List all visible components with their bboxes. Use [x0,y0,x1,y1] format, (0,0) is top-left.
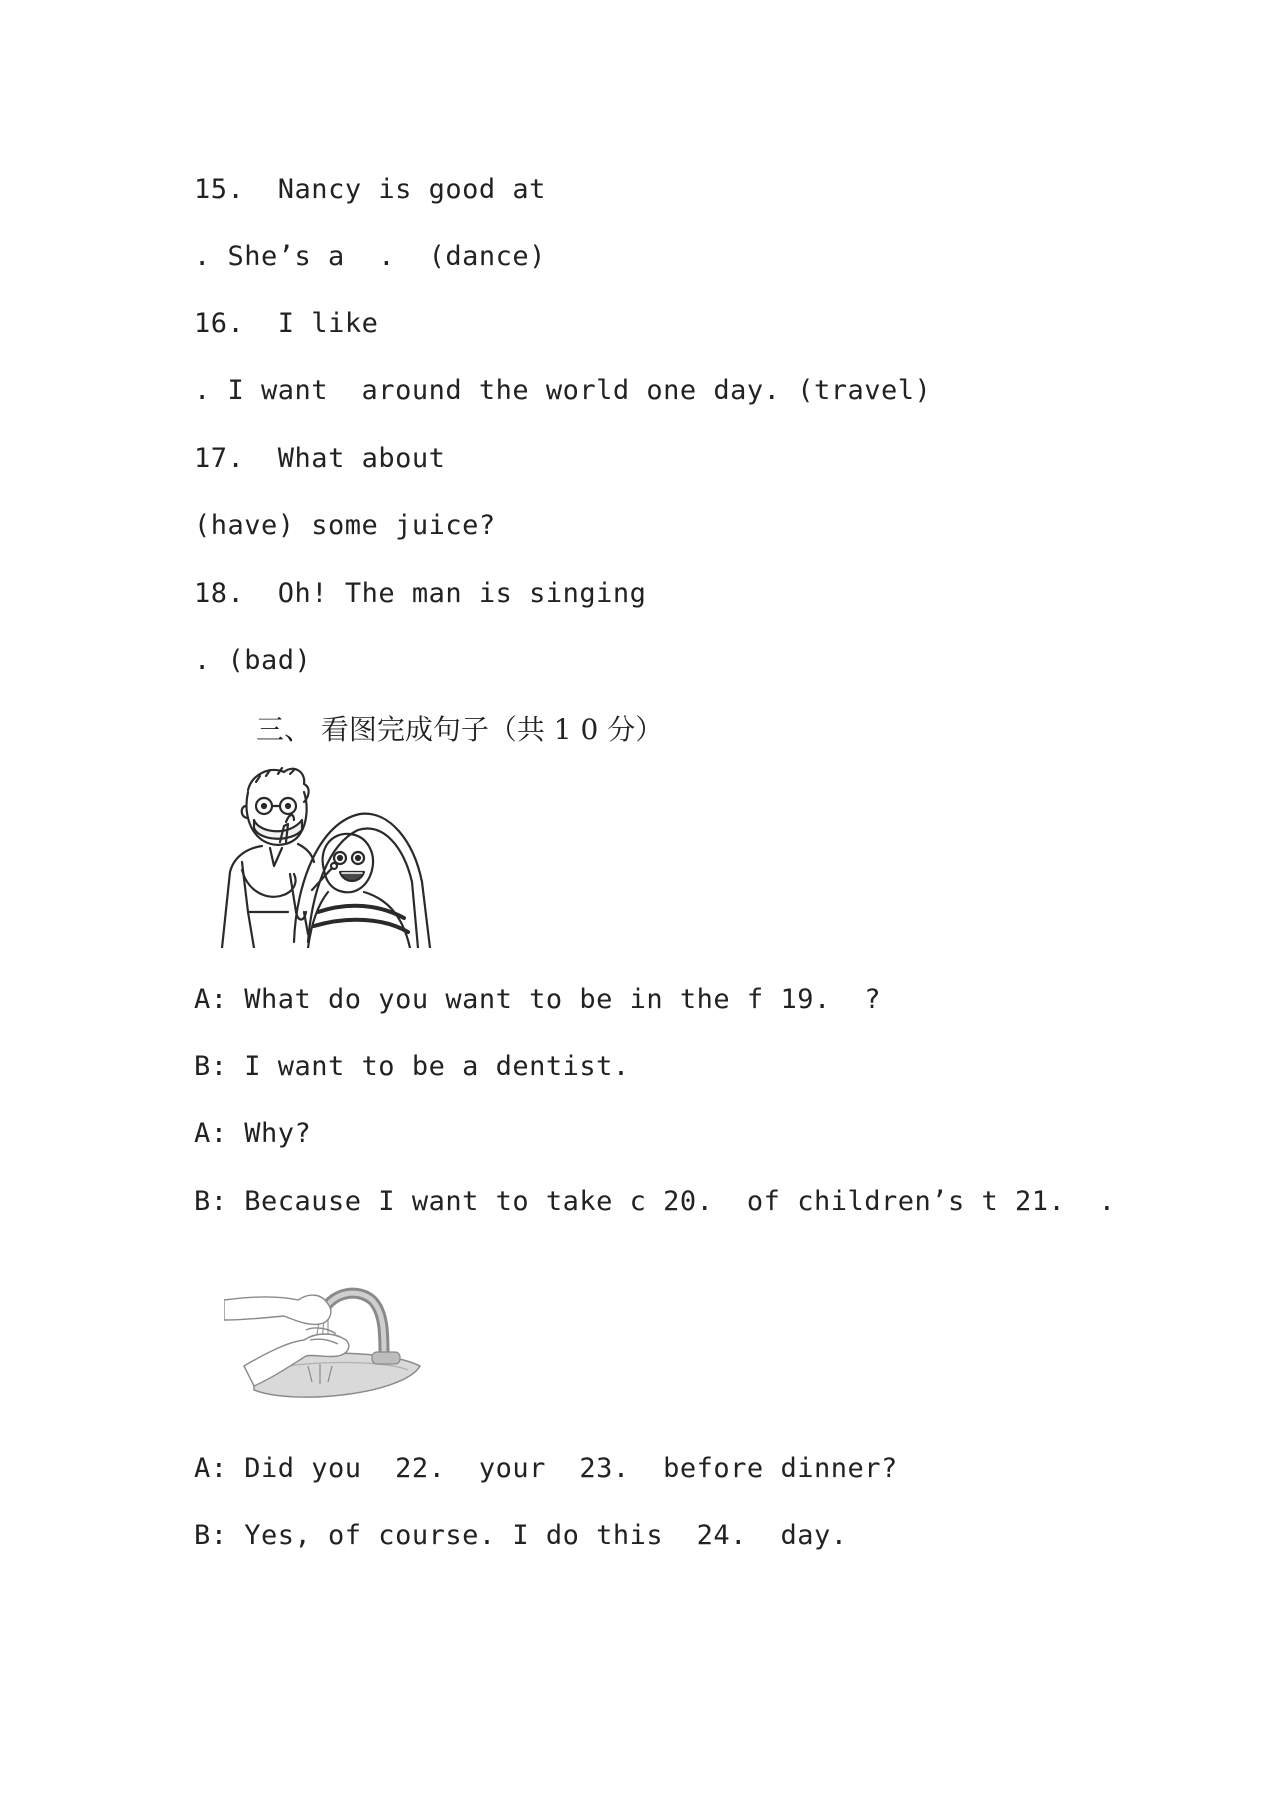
question-number: 18. [194,578,245,609]
question-number: 16. [194,308,245,339]
question-16-continuation: . I want around the world one day. (travel) [194,375,932,406]
question-18-continuation: . (bad) [194,645,312,676]
question-18-prompt [194,576,646,612]
question-number: 15. [194,174,245,205]
dialogue-1-line-3: A: Why? [194,1118,312,1149]
question-16-prompt [194,306,378,342]
question-15-continuation: . She’s a . (dance) [194,241,546,272]
dentist-treating-patient-icon [208,762,438,948]
question-15-prompt [194,172,546,208]
dialogue-1-line-4: B: Because I want to take c 20. of children’s t 21. . [194,1186,1116,1217]
dialogue-2-line-1: A: Did you 22. your 23. before dinner? [194,1453,898,1484]
question-text: I like [277,308,379,339]
question-17-continuation: (have) some juice? [194,510,496,541]
dialogue-1-line-2: B: I want to be a dentist. [194,1051,630,1082]
question-number: 17. [194,443,245,474]
question-text: Nancy is good at [277,174,546,205]
dialogue-1-line-1: A: What do you want to be in the f 19. ? [194,984,881,1015]
section-heading: 三、 看图完成句子（共 1 0 分） [256,713,664,746]
hand-washing-under-tap-icon [224,1270,424,1410]
question-text: What about [277,443,446,474]
question-text: Oh! The man is singing [277,578,647,609]
dialogue-2-line-2: B: Yes, of course. I do this 24. day. [194,1520,848,1551]
question-17-prompt [194,441,445,477]
